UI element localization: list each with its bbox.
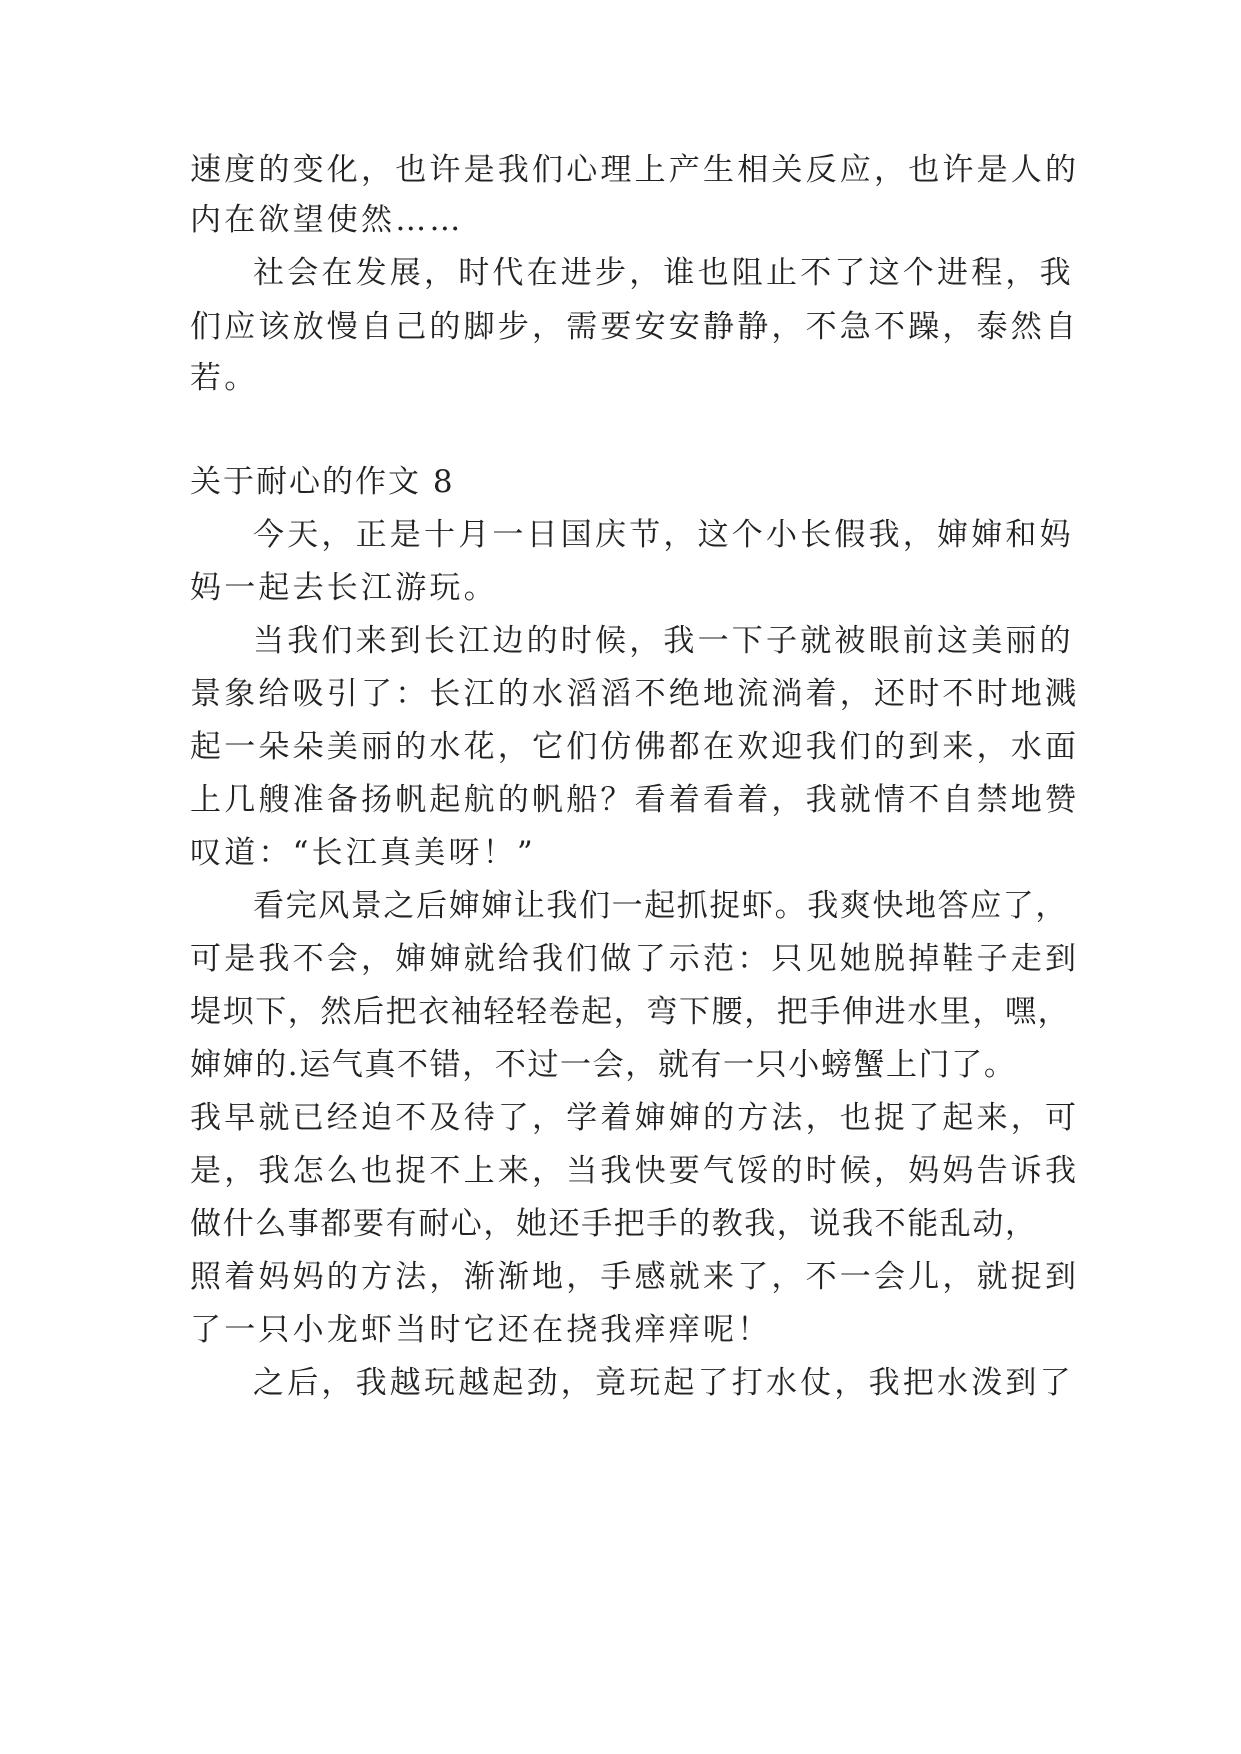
text-line: 速度的变化，也许是我们心理上产生相关反应，也许是人的 [190,152,1080,188]
text-line: 内在欲望使然…… [190,202,464,238]
text-line: 了一只小龙虾当时它还在挠我痒痒呢！ [190,1312,772,1348]
text-line: 堤坝下，然后把衣袖轻轻卷起，弯下腰，把手伸进水里，嘿， [190,994,1071,1030]
text-line: 们应该放慢自己的脚步，需要安安静静，不急不躁，泰然自 [190,309,1080,345]
text-line: 上几艘准备扬帆起航的帆船？看着看着，我就情不自禁地赞 [190,782,1080,818]
text-line: 社会在发展，时代在进步，谁也阻止不了这个进程，我 [253,255,1074,291]
text-line: 婶婶的.运气真不错，不过一会，就有一只小螃蟹上门了。 [190,1047,1017,1083]
text-line: 当我们来到长江边的时候，我一下子就被眼前这美丽的 [253,623,1074,659]
text-line: 是，我怎么也捉不上来，当我快要气馁的时候，妈妈告诉我 [190,1153,1080,1189]
text-line: 妈一起去长江游玩。 [190,570,498,606]
text-line: 看完风景之后婶婶让我们一起抓捉虾。我爽快地答应了， [253,888,1068,924]
text-line: 叹道：“长江真美呀！” [190,835,536,871]
text-line: 做什么事都要有耐心，她还手把手的教我，说我不能乱动， [190,1206,1038,1242]
text-line: 景象给吸引了：长江的水滔滔不绝地流淌着，还时不时地溅 [190,676,1080,712]
text-line: 我早就已经迫不及待了，学着婶婶的方法，也捉了起来，可 [190,1100,1080,1136]
text-line: 若。 [190,360,259,396]
text-line: 之后，我越玩越起劲，竟玩起了打水仗，我把水泼到了 [253,1365,1074,1401]
text-line: 可是我不会，婶婶就给我们做了示范：只见她脱掉鞋子走到 [190,941,1080,977]
text-line: 今天，正是十月一日国庆节，这个小长假我，婶婶和妈 [253,517,1074,553]
text-line: 照着妈妈的方法，渐渐地，手感就来了，不一会儿，就捉到 [190,1259,1080,1295]
text-line: 起一朵朵美丽的水花，它们仿佛都在欢迎我们的到来，水面 [190,729,1080,765]
section-heading: 关于耐心的作文 8 [190,464,455,500]
